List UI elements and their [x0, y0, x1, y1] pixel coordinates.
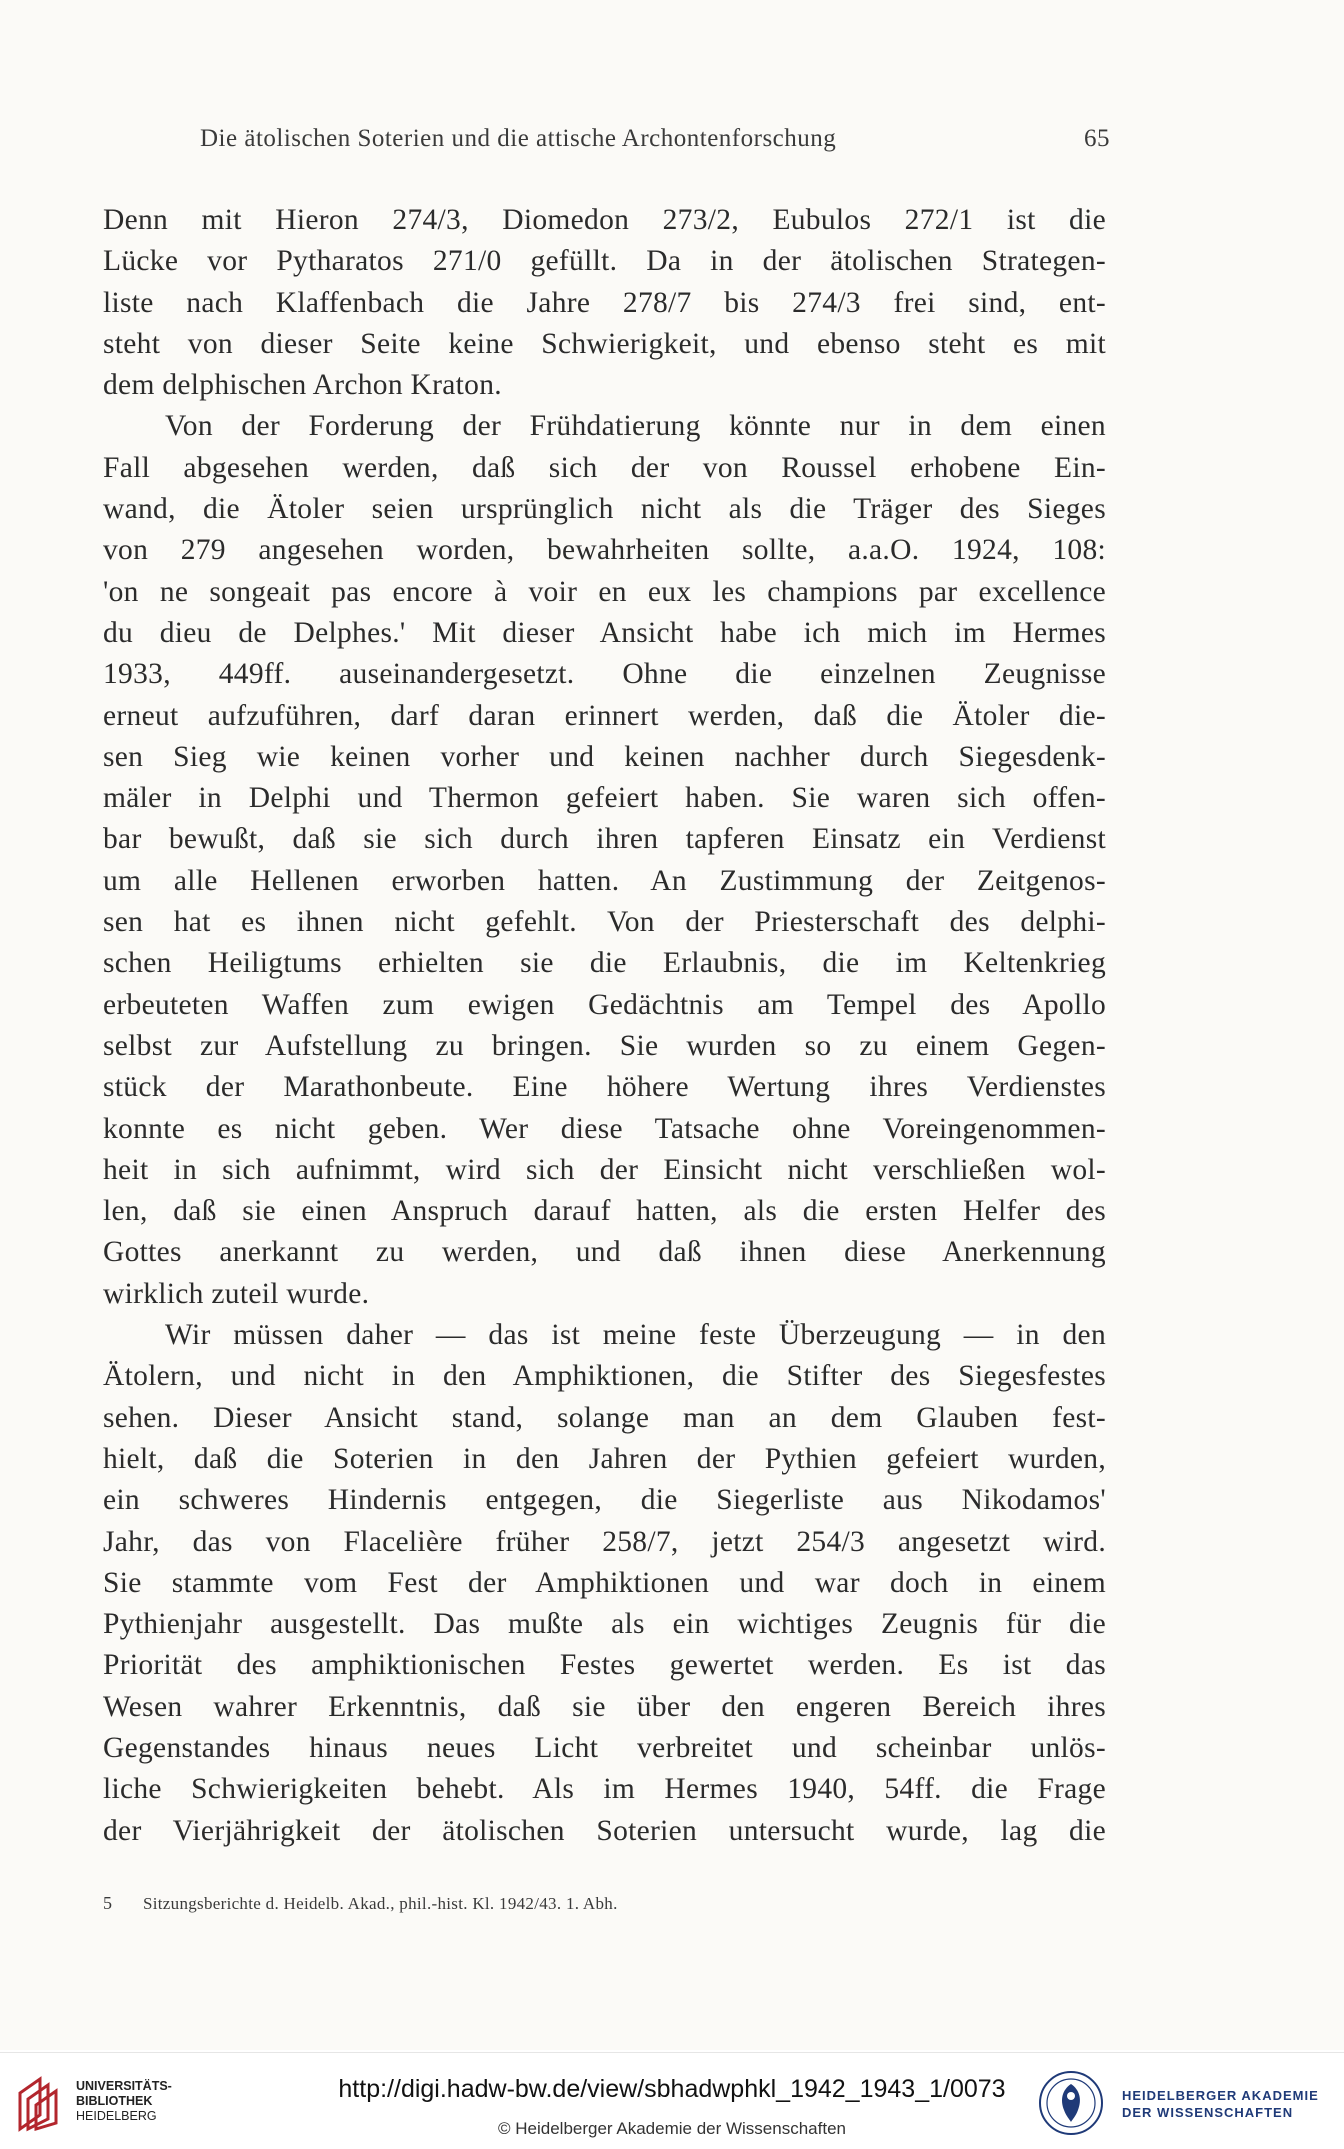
text-line: ein schweres Hindernis entgegen, die Siegerliste aus Nikodamos' [103, 1484, 1106, 1517]
text-line: Wir müssen daher — das ist meine feste Überzeugung — in den [165, 1319, 1106, 1352]
academy-name [1122, 2087, 1319, 2121]
text-line: von 279 angesehen worden, bewahrheiten sollte, a.a.O. 1924, 108: [103, 534, 1106, 567]
text-line: dem delphischen Archon Kraton. [103, 369, 502, 402]
text-line: 'on ne songeait pas encore à voir en eux les champions par excellence [103, 575, 1106, 608]
academy-name-line: HEIDELBERGER AKADEMIE [1122, 2088, 1319, 2103]
text-line: Priorität des amphiktionischen Festes gewertet werden. Es ist das [103, 1649, 1106, 1682]
text-line: Ätolern, und nicht in den Amphiktionen, die Stifter des Siegesfestes [103, 1360, 1106, 1393]
text-line: heit in sich aufnimmt, wird sich der Einsicht nicht verschließen wol- [103, 1153, 1106, 1186]
text-line: liste nach Klaffenbach die Jahre 278/7 bis 274/3 frei sind, ent- [103, 286, 1106, 319]
text-line: Fall abgesehen werden, daß sich der von Roussel erhobene Ein- [103, 451, 1106, 484]
text-line: Wesen wahrer Erkenntnis, daß sie über den engeren Bereich ihres [103, 1690, 1106, 1723]
text-line: liche Schwierigkeiten behebt. Als im Hermes 1940, 54ff. die Frage [103, 1773, 1106, 1806]
text-line: hielt, daß die Soterien in den Jahren der Pythien gefeiert wurden, [103, 1442, 1106, 1475]
footnote-number: 5 [103, 1893, 113, 1913]
hadw-seal-icon[interactable] [1038, 2070, 1104, 2136]
academy-name-line: DER WISSENSCHAFTEN [1122, 2105, 1294, 2120]
running-head-title: Die ätolischen Soterien und die attische Archontenforschung [200, 125, 837, 152]
library-name-line: UNIVERSITÄTS- [76, 2079, 172, 2093]
text-line: wand, die Ätoler seien ursprünglich nicht als die Träger des Sieges [103, 493, 1106, 526]
text-line: wirklich zuteil wurde. [103, 1277, 370, 1310]
text-line: mäler in Delphi und Thermon gefeiert haben. Sie waren sich offen- [103, 782, 1106, 815]
text-line: steht von dieser Seite keine Schwierigkeit, und ebenso steht es mit [103, 327, 1106, 360]
library-name-line: BIBLIOTHEK [76, 2094, 153, 2108]
viewer-footer [0, 2052, 1344, 2149]
text-line: stück der Marathonbeute. Eine höhere Wertung ihres Verdienstes [103, 1071, 1106, 1104]
text-line: bar bewußt, daß sie sich durch ihren tapferen Einsatz ein Verdienst [103, 823, 1106, 856]
library-name-line: HEIDELBERG [76, 2109, 157, 2123]
text-line: selbst zur Aufstellung zu bringen. Sie wurden so zu einem Gegen- [103, 1029, 1106, 1062]
text-line: um alle Hellenen erworben hatten. An Zustimmung der Zeitgenos- [103, 864, 1106, 897]
text-line: Denn mit Hieron 274/3, Diomedon 273/2, Eubulos 272/1 ist die [103, 204, 1106, 236]
text-line: konnte es nicht geben. Wer diese Tatsache ohne Voreingenommen- [103, 1112, 1106, 1145]
text-line: Pythienjahr ausgestellt. Das mußte als ein wichtiges Zeugnis für die [103, 1608, 1106, 1641]
text-line: sehen. Dieser Ansicht stand, solange man an dem Glauben fest- [103, 1401, 1106, 1434]
text-line: Lücke vor Pytharatos 271/0 gefüllt. Da in der ätolischen Strategen- [103, 245, 1106, 278]
text-line: erbeuteten Waffen zum ewigen Gedächtnis am Tempel des Apollo [103, 988, 1106, 1021]
text-line: Von der Forderung der Frühdatierung könnte nur in dem einen [165, 410, 1106, 443]
permalink-url[interactable]: http://digi.hadw-bw.de/view/sbhadwphkl_1942_1943_1/0073 [338, 2075, 1006, 2103]
page-number: 65 [1084, 125, 1110, 152]
text-line: sen Sieg wie keinen vorher und keinen nachher durch Siegesdenk- [103, 740, 1106, 773]
text-line: der Vierjährigkeit der ätolischen Soterien untersucht wurde, lag die [103, 1814, 1106, 1847]
footnote [103, 1893, 1003, 1914]
text-line: du dieu de Delphes.' Mit dieser Ansicht habe ich mich im Hermes [103, 616, 1106, 649]
text-line: schen Heiligtums erhielten sie die Erlaubnis, die im Keltenkrieg [103, 947, 1106, 980]
text-line: Jahr, das von Flacelière früher 258/7, jetzt 254/3 angesetzt wird. [103, 1525, 1106, 1558]
text-line: Gottes anerkannt zu werden, und daß ihnen diese Anerkennung [103, 1236, 1106, 1269]
text-line: Sie stammte vom Fest der Amphiktionen und war doch in einem [103, 1566, 1106, 1599]
body-text [103, 200, 1106, 1852]
text-line: len, daß sie einen Anspruch darauf hatten, als die ersten Helfer des [103, 1195, 1106, 1228]
text-line: erneut aufzuführen, darf daran erinnert werden, daß die Ätoler die- [103, 699, 1106, 732]
copyright-notice: © Heidelberger Akademie der Wissenschaften [498, 2119, 846, 2138]
text-line: sen hat es ihnen nicht gefehlt. Von der Priesterschaft des delphi- [103, 906, 1106, 939]
text-line: 1933, 449ff. auseinandergesetzt. Ohne die einzelnen Zeugnisse [103, 658, 1106, 691]
footnote-text: Sitzungsberichte d. Heidelb. Akad., phil.-hist. Kl. 1942/43. 1. Abh. [143, 1894, 618, 1913]
text-line: Gegenstandes hinaus neues Licht verbreitet und scheinbar unlös- [103, 1731, 1106, 1764]
